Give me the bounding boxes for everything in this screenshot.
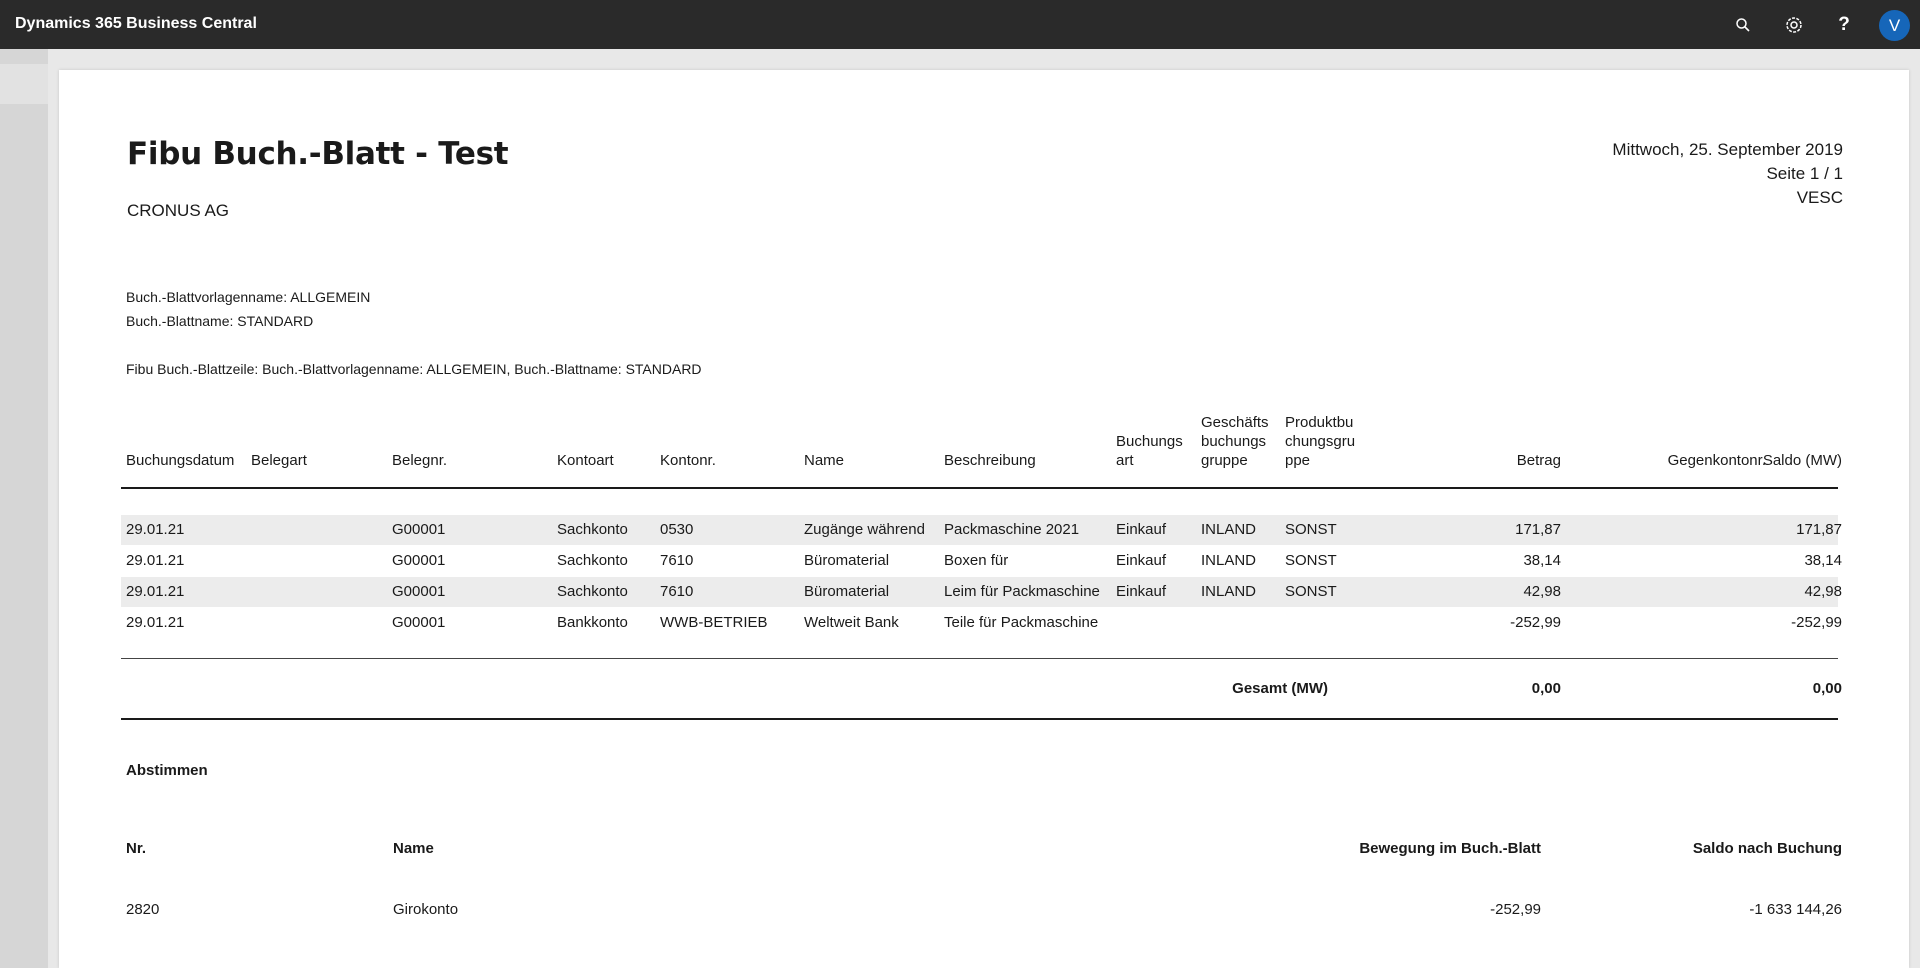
total-balance: 0,00 bbox=[1812, 680, 1842, 697]
cell-balance: 42,98 bbox=[1804, 583, 1842, 600]
col-buchungsart: Buchungs art bbox=[1116, 433, 1183, 469]
cell-acctype: Sachkonto bbox=[557, 521, 628, 538]
cell-acctype: Sachkonto bbox=[557, 552, 628, 569]
batch-name-line: Buch.-Blattname: STANDARD bbox=[126, 313, 314, 329]
cell-desc: Leim für Packmaschine bbox=[944, 583, 1100, 600]
cell-desc: Teile für Packmaschine bbox=[944, 614, 1099, 631]
app-title[interactable]: Dynamics 365 Business Central bbox=[15, 15, 257, 32]
left-gutter bbox=[0, 49, 48, 968]
cell-balance: -252,99 bbox=[1791, 614, 1842, 631]
cell-docno: G00001 bbox=[392, 521, 446, 538]
cell-accno: 7610 bbox=[660, 583, 694, 600]
avatar[interactable]: V bbox=[1879, 10, 1910, 41]
side-tab bbox=[0, 64, 48, 104]
cell-docno: G00001 bbox=[392, 583, 446, 600]
header-rule bbox=[121, 487, 1838, 489]
cell-name: Büromaterial bbox=[804, 583, 890, 600]
cell-date: 29.01.21 bbox=[126, 583, 185, 600]
col-kontoart: Kontoart bbox=[557, 452, 614, 469]
cell-balance: 171,87 bbox=[1796, 521, 1842, 538]
settings-icon[interactable] bbox=[1781, 12, 1807, 38]
cell-desc: Packmaschine 2021 bbox=[944, 521, 1080, 538]
total-label: Gesamt (MW) bbox=[1232, 680, 1328, 697]
reconcile-col-name: Name bbox=[393, 840, 434, 857]
cell-acctype: Sachkonto bbox=[557, 583, 628, 600]
cell-accno: WWB-BETRIEB bbox=[660, 614, 768, 631]
filter-line: Fibu Buch.-Blattzeile: Buch.-Blattvorlagenname: ALLGEMEIN, Buch.-Blattname: STANDARD bbox=[126, 361, 702, 377]
cell-amount: -252,99 bbox=[1510, 614, 1561, 631]
col-beschreibung: Beschreibung bbox=[944, 452, 1036, 469]
col-produktbuchungsgruppe: Produktbu chungsgru ppe bbox=[1285, 414, 1356, 469]
col-buchungsdatum: Buchungsdatum bbox=[126, 452, 235, 469]
top-bar bbox=[0, 0, 1920, 49]
cell-amount: 42,98 bbox=[1523, 583, 1561, 600]
total-bottom-rule bbox=[121, 718, 1838, 720]
cell-accno: 7610 bbox=[660, 552, 694, 569]
col-belegart: Belegart bbox=[251, 452, 307, 469]
cell-acctype: Bankkonto bbox=[557, 614, 628, 631]
page-number: Seite 1 / 1 bbox=[1766, 164, 1843, 183]
cell-prodgroup: SONST bbox=[1285, 583, 1337, 600]
report-title: Fibu Buch.-Blatt - Test bbox=[127, 136, 509, 172]
user-id: VESC bbox=[1796, 188, 1843, 207]
cell-amount: 38,14 bbox=[1523, 552, 1561, 569]
cell-name: Weltweit Bank bbox=[804, 614, 899, 631]
cell-name: Büromaterial bbox=[804, 552, 890, 569]
reconcile-col-movement: Bewegung im Buch.-Blatt bbox=[1359, 840, 1541, 857]
cell-balance: 38,14 bbox=[1804, 552, 1842, 569]
reconcile-cell-after: -1 633 144,26 bbox=[1749, 901, 1842, 918]
col-saldo: Saldo (MW) bbox=[1762, 452, 1842, 469]
total-top-rule bbox=[121, 658, 1838, 659]
cell-date: 29.01.21 bbox=[126, 552, 185, 569]
cell-docno: G00001 bbox=[392, 552, 446, 569]
help-icon[interactable]: ? bbox=[1838, 14, 1850, 35]
cell-busgroup: INLAND bbox=[1201, 521, 1257, 538]
cell-desc: Boxen für bbox=[944, 552, 1009, 569]
cell-date: 29.01.21 bbox=[126, 521, 185, 538]
col-geschaeftsbuchungsgruppe: Geschäfts buchungs gruppe bbox=[1201, 414, 1269, 469]
reconcile-col-after: Saldo nach Buchung bbox=[1692, 840, 1842, 857]
cell-name: Zugänge während bbox=[804, 521, 925, 538]
col-gegenkontonr: Gegenkontonr. bbox=[1667, 452, 1766, 469]
cell-busgroup: INLAND bbox=[1201, 552, 1257, 569]
cell-prodgroup: SONST bbox=[1285, 521, 1337, 538]
report-page bbox=[59, 70, 1909, 968]
reconcile-title: Abstimmen bbox=[126, 762, 208, 779]
search-icon[interactable] bbox=[1730, 12, 1756, 38]
cell-date: 29.01.21 bbox=[126, 614, 185, 631]
cell-posttype: Einkauf bbox=[1116, 552, 1167, 569]
reconcile-col-nr: Nr. bbox=[126, 840, 147, 857]
cell-posttype: Einkauf bbox=[1116, 521, 1167, 538]
report-date: Mittwoch, 25. September 2019 bbox=[1612, 140, 1843, 159]
cell-amount: 171,87 bbox=[1515, 521, 1561, 538]
cell-docno: G00001 bbox=[392, 614, 446, 631]
company-name: CRONUS AG bbox=[127, 201, 230, 220]
cell-posttype: Einkauf bbox=[1116, 583, 1167, 600]
total-amount: 0,00 bbox=[1531, 680, 1561, 697]
cell-prodgroup: SONST bbox=[1285, 552, 1337, 569]
reconcile-cell-nr: 2820 bbox=[126, 901, 160, 918]
template-name-line: Buch.-Blattvorlagenname: ALLGEMEIN bbox=[126, 289, 371, 305]
cell-accno: 0530 bbox=[660, 521, 694, 538]
cell-busgroup: INLAND bbox=[1201, 583, 1257, 600]
col-betrag: Betrag bbox=[1516, 452, 1561, 469]
reconcile-cell-movement: -252,99 bbox=[1490, 901, 1541, 918]
reconcile-cell-name: Girokonto bbox=[393, 901, 459, 918]
col-name: Name bbox=[804, 452, 845, 469]
col-kontonr: Kontonr. bbox=[660, 452, 716, 469]
col-belegnr: Belegnr. bbox=[392, 452, 448, 469]
